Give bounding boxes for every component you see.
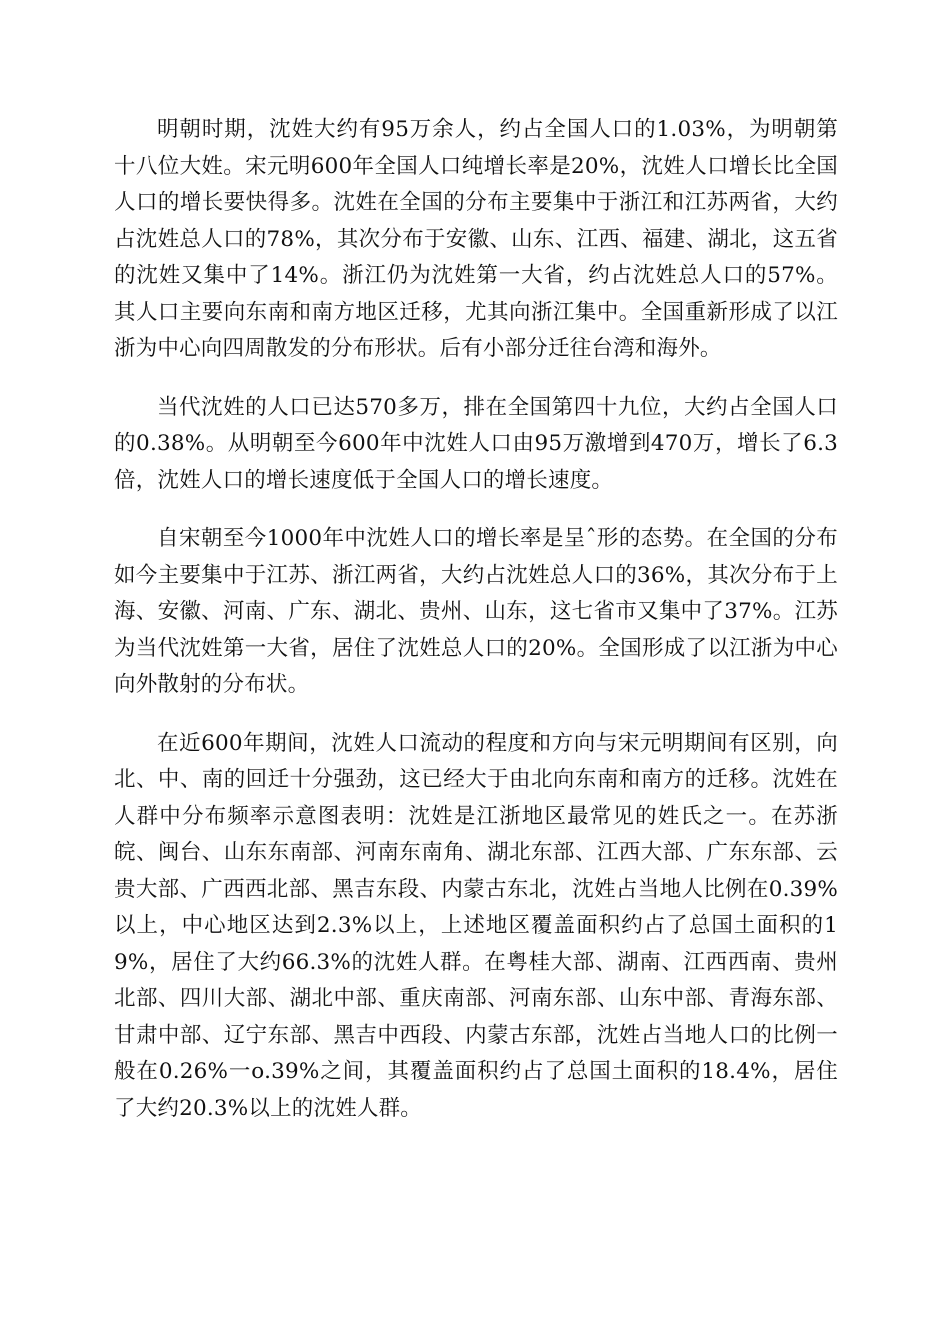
paragraph-recent-600-years: 在近600年期间，沈姓人口流动的程度和方向与宋元明期间有区别，向北、中、南的回迁十分强劲，这已经大于由北向东南和南方的迁移。沈姓在人群中分布频率示意图表明：沈姓是江浙地区最常见的姓氏之一。在苏浙皖、闽台、山东东南部、河南东南角、湖北东部、江西大部、广东东部、云贵大部、广西西北部、黑吉东段、内蒙古东北，沈姓占当地人比例在0.39%以上，中心地区达到2.3%以上，上述地区覆盖面积约占了总国土面积的19%，居住了大约66.3%的沈姓人群。在粤桂大部、湖南、江西西南、贵州北部、四川大部、湖北中部、重庆南部、河南东部、山东中部、青海东部、甘肃中部、辽宁东部、黑吉中西段、内蒙古东部，沈姓占当地人口的比例一般在0.26%一o.39%之间，其覆盖面积约占了总国土面积的18.4%，居住了大约20.3%以上的沈姓人群。 (114, 730, 838, 1121)
paragraph-song-to-present: 自宋朝至今1000年中沈姓人口的增长率是呈ˆ形的态势。在全国的分布如今主要集中于江苏、浙江两省，大约占沈姓总人口的36%，其次分布于上海、安徽、河南、广东、湖北、贵州、山东，这七省市又集中了37%。江苏为当代沈姓第一大省，居住了沈姓总人口的20%。全国形成了以江浙为中心向外散射的分布状。 (114, 526, 838, 697)
paragraph-contemporary-population: 当代沈姓的人口已达570多万，排在全国第四十九位，大约占全国人口的0.38%。从明朝至今600年中沈姓人口由95万激增到470万，增长了6.3倍，沈姓人口的增长速度低于全国人口的增长速度。 (114, 394, 838, 493)
document-body (114, 112, 838, 1149)
paragraph-ming-dynasty: 明朝时期，沈姓大约有95万余人，约占全国人口的1.03%，为明朝第十八位大姓。宋元明600年全国人口纯增长率是20%，沈姓人口增长比全国人口的增长要快得多。沈姓在全国的分布主要集中于浙江和江苏两省，大约占沈姓总人口的78%，其次分布于安徽、山东、江西、福建、湖北，这五省的沈姓又集中了14%。浙江仍为沈姓第一大省，约占沈姓总人口的57%。其人口主要向东南和南方地区迁移，尤其向浙江集中。全国重新形成了以江浙为中心向四周散发的分布形状。后有小部分迁往台湾和海外。 (114, 117, 838, 361)
